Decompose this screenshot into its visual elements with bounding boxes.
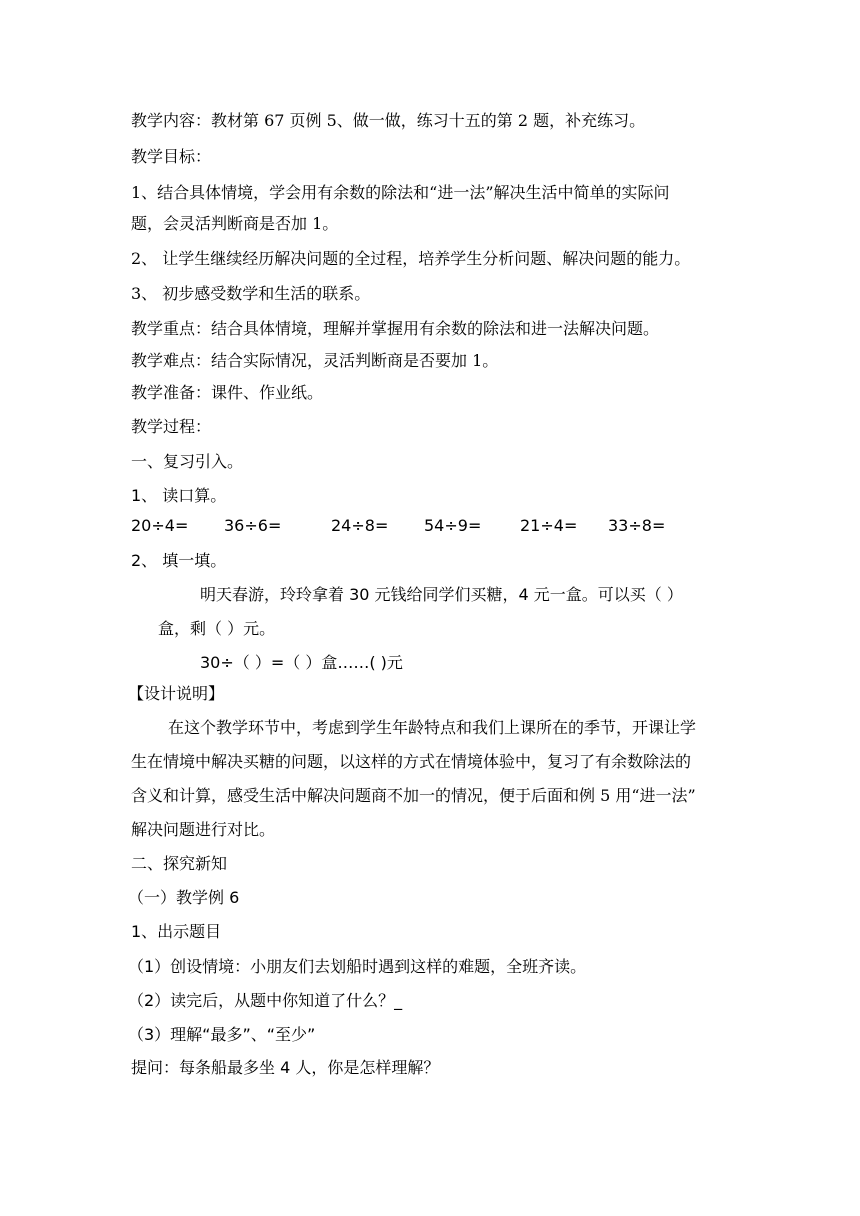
- design-paragraph-line-2: 生在情境中解决买糖的问题，以这样的方式在情境体验中，复习了有余数除法的: [131, 752, 692, 771]
- oral-calc-row: [0, 515, 860, 537]
- difficulty: 教学难点：结合实际情况，灵活判断商是否要加 1。: [131, 351, 499, 370]
- oral-calc-1: 20÷4=: [131, 516, 189, 535]
- oral-calc-4: 54÷9=: [424, 516, 482, 535]
- goals-heading: 教学目标：: [131, 147, 212, 166]
- teaching-content: 教学内容：教材第 67 页例 5、做一做，练习十五的第 2 题，补充练习。: [131, 111, 646, 130]
- design-heading: 【设计说明】: [128, 684, 225, 703]
- design-paragraph-line-1: 在这个教学环节中，考虑到学生年龄特点和我们上课所在的季节，开课让学: [168, 718, 697, 737]
- question-1: （1）创设情境：小朋友们去划船时遇到这样的难题，全班齐读。: [128, 957, 587, 976]
- fill-problem-line-1: 明天春游，玲玲拿着 30 元钱给同学们买糖，4 元一盒。可以买（ ）: [200, 585, 683, 604]
- question-2: （2）读完后，从题中你知道了什么？_: [128, 991, 403, 1010]
- goal-2: 2、 让学生继续经历解决问题的全过程，培养学生分析问题、解决问题的能力。: [131, 249, 691, 268]
- show-problem-item: 1、出示题目: [131, 922, 222, 941]
- item-1-oral: 1、 读口算。: [131, 486, 227, 505]
- goal-1-line-1: 1、结合具体情境，学会用有余数的除法和“进一法”解决生活中简单的实际问: [131, 183, 670, 202]
- teaching-prep: 教学准备：课件、作业纸。: [131, 383, 324, 402]
- oral-calc-6: 33÷8=: [608, 516, 666, 535]
- key-point: 教学重点：结合具体情境，理解并掌握用有余数的除法和进一法解决问题。: [131, 319, 660, 338]
- item-2-fill: 2、 填一填。: [131, 551, 227, 570]
- fill-problem-line-2: 盒，剩（ ）元。: [158, 619, 276, 638]
- subsection-1-heading: （一）教学例 6: [128, 888, 240, 907]
- oral-calc-5: 21÷4=: [520, 516, 578, 535]
- oral-calc-2: 36÷6=: [224, 516, 282, 535]
- question-3: （3）理解“最多”、“至少”: [128, 1025, 316, 1044]
- oral-calc-3: 24÷8=: [331, 516, 389, 535]
- section-2-heading: 二、探究新知: [131, 854, 228, 873]
- section-1-heading: 一、复习引入。: [131, 452, 244, 471]
- design-paragraph-line-4: 解决问题进行对比。: [131, 820, 276, 839]
- goal-1-line-2: 题，会灵活判断商是否加 1。: [131, 214, 339, 233]
- fill-equation: 30÷（ ）=（ ）盒……( )元: [200, 653, 403, 672]
- process-heading: 教学过程：: [131, 417, 212, 436]
- question-ask: 提问：每条船最多坐 4 人，你是怎样理解？: [131, 1058, 440, 1077]
- design-paragraph-line-3: 含义和计算，感受生活中解决问题商不加一的情况，便于后面和例 5 用“进一法”: [131, 786, 696, 805]
- goal-3: 3、 初步感受数学和生活的联系。: [131, 284, 371, 303]
